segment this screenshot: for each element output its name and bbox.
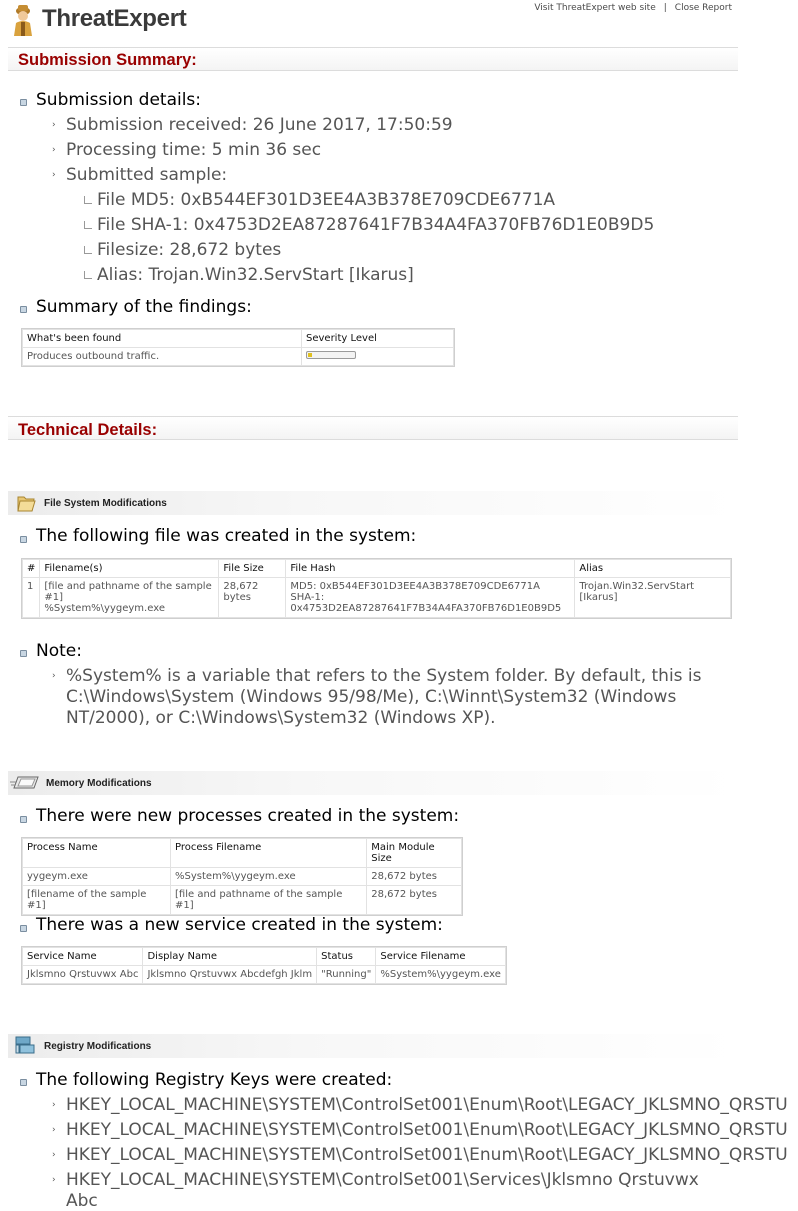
- service-heading: There was a new service created in the system:: [36, 915, 443, 935]
- col-display-name: Display Name: [143, 948, 317, 966]
- process-name: [filename of the sample #1]: [23, 886, 171, 915]
- col-severity: Severity Level: [302, 330, 454, 348]
- registry-key: HKEY_LOCAL_MACHINE\SYSTEM\ControlSet001\Enum\Root\LEGACY_JKLSMNO_QRSTU: [66, 1095, 788, 1115]
- processes-heading: There were new processes created in the system:: [36, 806, 460, 826]
- registry-title: Registry Modifications: [44, 1041, 152, 1052]
- col-file-size: File Size: [219, 560, 286, 578]
- findings-heading: Summary of the findings:: [36, 297, 252, 317]
- tree-corner-icon: [84, 271, 92, 279]
- note-heading: Note:: [36, 641, 82, 661]
- services-table: [21, 946, 507, 985]
- folder-icon: [16, 493, 36, 517]
- hash-sha1-label: SHA-1:: [290, 592, 325, 603]
- file-alias: Trojan.Win32.ServStart [Ikarus]: [575, 578, 731, 618]
- link-separator: |: [663, 3, 667, 13]
- registry-key-cont: Abc: [66, 1191, 98, 1211]
- col-alias: Alias: [575, 560, 731, 578]
- process-filename: %System%\yygeym.exe: [171, 868, 367, 886]
- submission-summary-title: Submission Summary:: [18, 51, 197, 69]
- process-name: yygeym.exe: [23, 868, 171, 886]
- registry-key: HKEY_LOCAL_MACHINE\SYSTEM\ControlSet001\Enum\Root\LEGACY_JKLSMNO_QRSTU: [66, 1120, 788, 1140]
- findings-table: [21, 328, 455, 367]
- memory-title: Memory Modifications: [46, 778, 152, 789]
- processes-table: [21, 837, 463, 916]
- files-table: [21, 558, 732, 619]
- logo: [10, 0, 186, 38]
- file-sha1: File SHA-1: 0x4753D2EA87287641F7B34A4FA370FB76D1E0B9D5: [97, 215, 655, 235]
- col-process-name: Process Name: [23, 839, 171, 868]
- arrow-icon: ›: [52, 1175, 56, 1185]
- registry-key: HKEY_LOCAL_MACHINE\SYSTEM\ControlSet001\Enum\Root\LEGACY_JKLSMNO_QRSTU: [66, 1145, 788, 1165]
- filesize: Filesize: 28,672 bytes: [97, 240, 282, 260]
- note-line3: NT/2000), or C:\Windows\System32 (Windows XP).: [66, 708, 496, 728]
- col-num: #: [23, 560, 40, 578]
- hash-sha1: 0x4753D2EA87287641F7B34A4FA370FB76D1E0B9D5: [290, 603, 562, 614]
- logo-text: ThreatExpert: [42, 5, 187, 32]
- memory-icon: [10, 773, 40, 795]
- col-service-name: Service Name: [23, 948, 143, 966]
- table-row: [23, 886, 462, 915]
- col-whats-found: What's been found: [23, 330, 302, 348]
- registry-icon: [14, 1035, 36, 1059]
- processing-time: Processing time: 5 min 36 sec: [66, 140, 322, 160]
- table-row: [23, 868, 462, 886]
- file-created-heading: The following file was created in the system:: [36, 526, 417, 546]
- tree-corner-icon: [84, 221, 92, 229]
- arrow-icon: ›: [52, 1125, 56, 1135]
- display-name: Jklsmno Qrstuvwx Abcdefgh Jklm: [143, 966, 317, 984]
- table-row: [23, 348, 454, 366]
- tree-corner-icon: [84, 196, 92, 204]
- arrow-icon: ›: [52, 145, 56, 155]
- col-process-filename: Process Filename: [171, 839, 367, 868]
- file-size: 28,672 bytes: [219, 578, 286, 618]
- filename-line2: %System%\yygeym.exe: [44, 603, 165, 614]
- arrow-icon: ›: [52, 170, 56, 180]
- bullet-icon: [20, 1079, 27, 1086]
- col-status: Status: [317, 948, 376, 966]
- col-filenames: Filename(s): [40, 560, 219, 578]
- col-module-size: Main Module Size: [367, 839, 462, 868]
- table-row: [23, 966, 506, 984]
- top-links: [534, 3, 732, 13]
- col-service-filename: Service Filename: [376, 948, 506, 966]
- service-name: Jklsmno Qrstuvwx Abc: [23, 966, 143, 984]
- bullet-icon: [20, 306, 27, 313]
- process-filename: [file and pathname of the sample #1]: [171, 886, 367, 915]
- bullet-icon: [20, 536, 27, 543]
- arrow-icon: ›: [52, 120, 56, 130]
- alias: Alias: Trojan.Win32.ServStart [Ikarus]: [97, 265, 414, 285]
- arrow-icon: ›: [52, 1150, 56, 1160]
- bullet-icon: [20, 925, 27, 932]
- tree-corner-icon: [84, 246, 92, 254]
- registry-key: HKEY_LOCAL_MACHINE\SYSTEM\ControlSet001\Services\Jklsmno Qrstuvwx: [66, 1170, 699, 1190]
- file-md5: File MD5: 0xB544EF301D3EE4A3B378E709CDE6771A: [97, 190, 556, 210]
- submission-received: Submission received: 26 June 2017, 17:50:59: [66, 115, 453, 135]
- severity-bar: [306, 351, 356, 359]
- severity-fill: [308, 353, 312, 357]
- visit-site-link[interactable]: Visit ThreatExpert web site: [534, 3, 656, 13]
- arrow-icon: ›: [52, 1100, 56, 1110]
- submitted-sample: Submitted sample:: [66, 165, 228, 185]
- hash-md5: MD5: 0xB544EF301D3EE4A3B378E709CDE6771A: [290, 581, 540, 592]
- table-row: [23, 578, 731, 618]
- note-line2: C:\Windows\System (Windows 95/98/Me), C:\Winnt\System32 (Windows: [66, 687, 677, 707]
- arrow-icon: ›: [52, 671, 56, 681]
- col-file-hash: File Hash: [286, 560, 575, 578]
- row-num: 1: [23, 578, 40, 618]
- finding-text: Produces outbound traffic.: [23, 348, 302, 366]
- module-size: 28,672 bytes: [367, 886, 462, 915]
- technical-details-title: Technical Details:: [18, 421, 158, 439]
- filename-line1: [file and pathname of the sample #1]: [44, 581, 212, 603]
- close-report-link[interactable]: Close Report: [674, 3, 732, 13]
- note-line1: %System% is a variable that refers to the System folder. By default, this is: [66, 666, 702, 686]
- service-filename: %System%\yygeym.exe: [376, 966, 506, 984]
- bullet-icon: [20, 650, 27, 657]
- module-size: 28,672 bytes: [367, 868, 462, 886]
- file-system-title: File System Modifications: [44, 498, 167, 509]
- logo-icon: [10, 2, 36, 36]
- bullet-icon: [20, 99, 27, 106]
- service-status: "Running": [317, 966, 376, 984]
- registry-heading: The following Registry Keys were created:: [36, 1070, 393, 1090]
- bullet-icon: [20, 816, 27, 823]
- submission-details-heading: Submission details:: [36, 90, 202, 110]
